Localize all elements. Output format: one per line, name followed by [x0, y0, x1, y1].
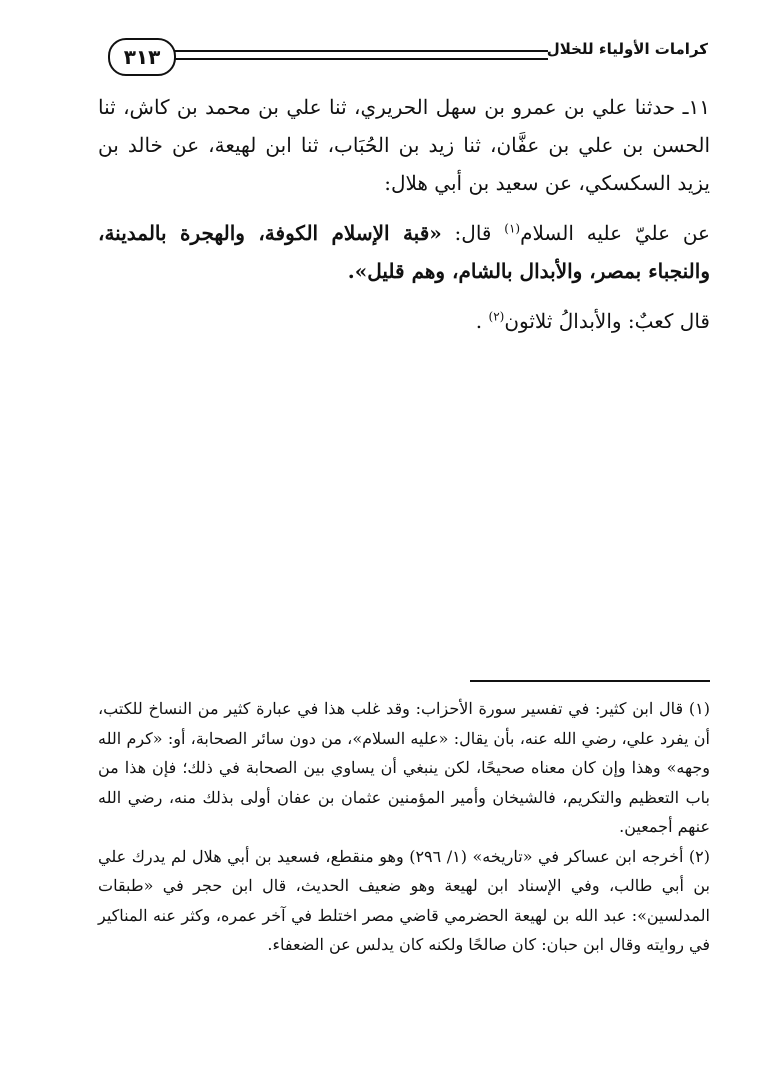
- footnote-ref-2[interactable]: (٢): [488, 309, 505, 324]
- footnote-1: (١) قال ابن كثير: في تفسير سورة الأحزاب: وقد غلب هذا في عبارة كثير من النساخ للكتب، أن يفرد علي، رضي الله عنه، بأن يقال: «عليه السلام»، من دون سائر الصحابة، أو: «كرم الله وجهه» وهذا وإن كان معناه صحيحًا، لكن ينبغي أن يساوي بين الصحابة في ذلك؛ فإن هذا من باب التعظيم والتكريم، فالشيخان وأمير المؤمنين عثمان بن عفان أولى بذلك منه، رضي الله عنهم أجمعين.: [98, 699, 710, 836]
- page-header: [108, 38, 708, 78]
- matn-quote: «قبة الإسلام الكوفة، والهجرة بالمدينة، والنجباء بمصر، والأبدال بالشام، وهم قليل».: [98, 221, 710, 283]
- header-double-rule: [174, 50, 548, 60]
- hadith-isnad-paragraph: ١١ـ حدثنا علي بن عمرو بن سهل الحريري، ثنا علي بن محمد بن كاش، ثنا الحسن بن علي بن عفَّان، ثنا زيد بن الحُبَاب، ثنا ابن لهيعة، عن خالد بن يزيد السكسكي، عن سعيد بن أبي هلال:: [98, 95, 710, 195]
- matn-intro: عن عليّ عليه السلام: [520, 221, 710, 245]
- footnote-separator: [470, 680, 710, 682]
- footnote-ref-1[interactable]: (١): [504, 221, 521, 236]
- main-text: [98, 88, 710, 340]
- kaab-text: قال كعبٌ: والأبدالُ ثلاثون: [504, 309, 710, 333]
- footnote-2: (٢) أخرجه ابن عساكر في «تاريخه» (١/ ٢٩٦) وهو منقطع، فسعيد بن أبي هلال لم يدرك علي بن أبي طالب، وفي الإسناد ابن لهيعة وهو ضعيف الحديث، قال ابن حجر في «طبقات المدلسين»: عبد الله بن لهيعة الحضرمي قاضي مصر اختلط في آخر عمره، وكثر عنه المناكير في روايته وقال ابن حبان: كان صالحًا ولكنه كان يدلس عن الضعفاء.: [98, 846, 711, 954]
- footnotes-section: [98, 694, 710, 960]
- matn-qal: قال:: [441, 221, 505, 245]
- running-title: كرامات الأولياء للخلال: [546, 40, 708, 58]
- page-number: ٣١٣: [108, 38, 176, 76]
- kaab-statement: [98, 302, 710, 340]
- kaab-end: .: [475, 309, 489, 333]
- hadith-matn-paragraph: [98, 214, 710, 290]
